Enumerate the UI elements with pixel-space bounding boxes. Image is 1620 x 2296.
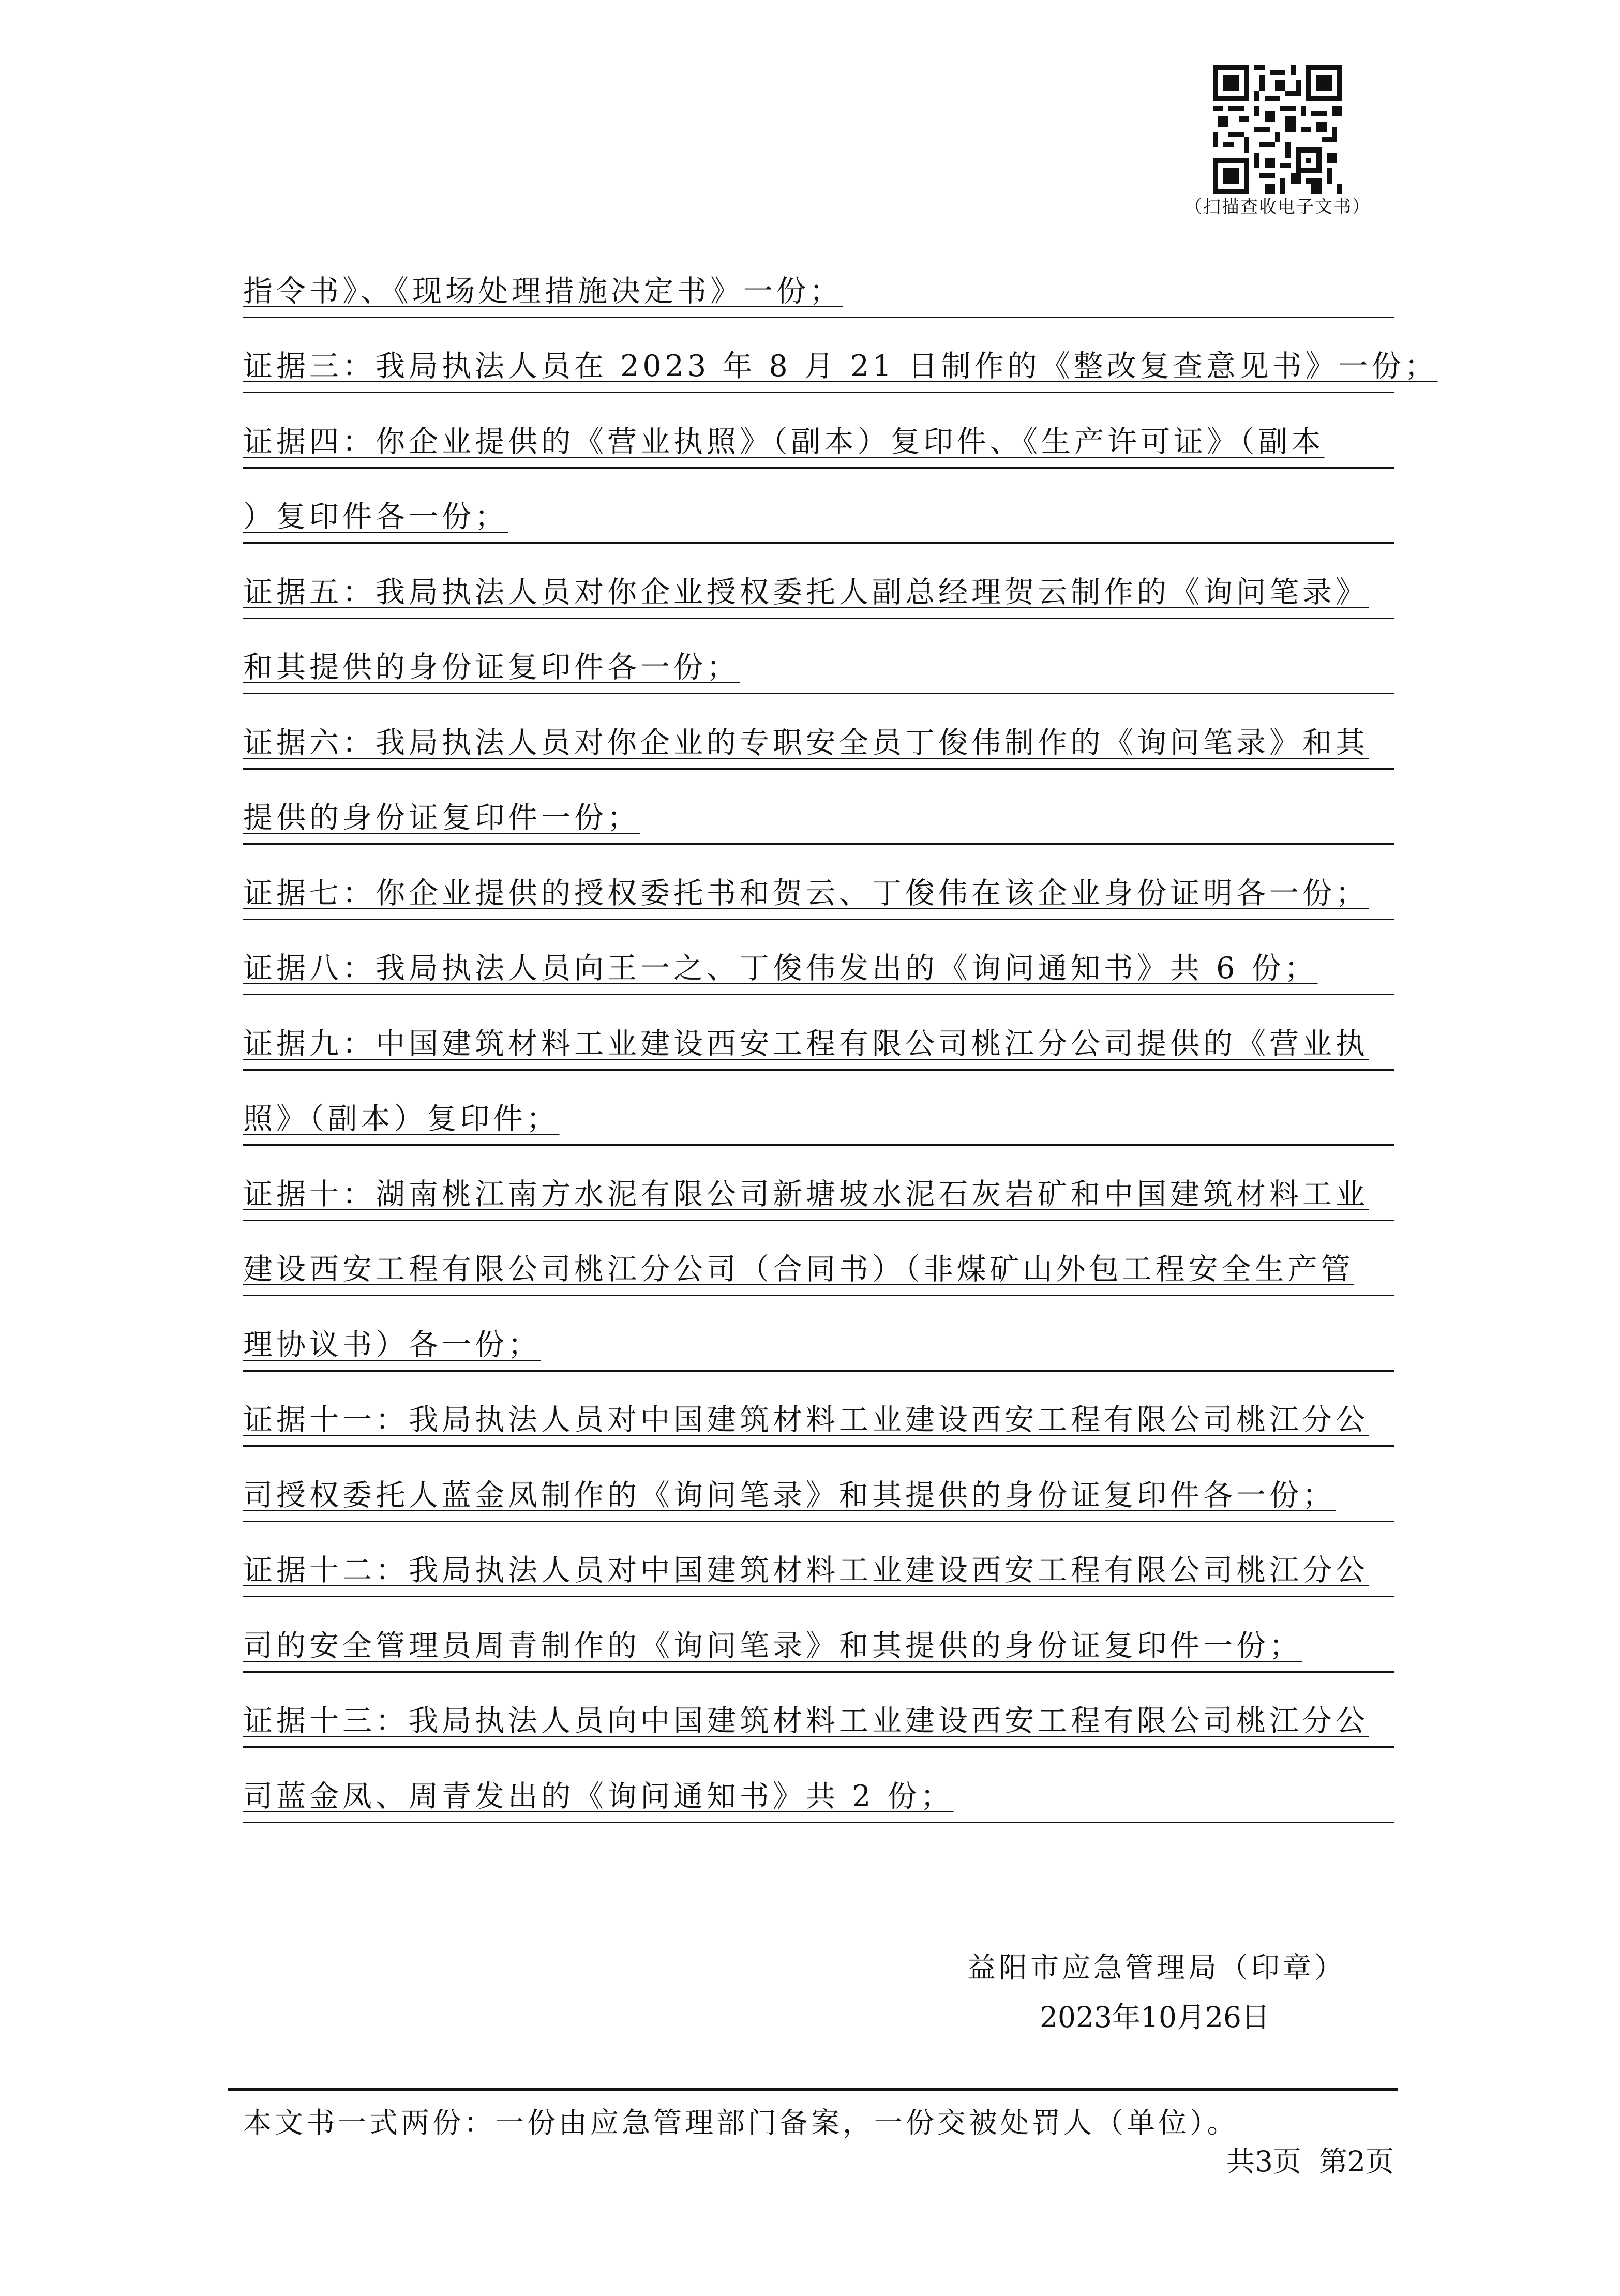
underline-rule <box>243 768 1394 770</box>
text-line <box>243 547 1394 622</box>
underline-rule <box>243 317 1394 318</box>
footer-note: 本文书一式两份：一份由应急管理部门备案，一份交被处罚人（单位）。 <box>243 2106 1239 2139</box>
line-text: 证据三：我局执法人员在 2023 年 8 月 21 日制作的《整改复查意见书》一份； <box>243 349 1438 383</box>
line-text: 证据七：你企业提供的授权委托书和贺云、丁俊伟在该企业身份证明各一份； <box>243 876 1369 910</box>
text-line <box>243 472 1394 547</box>
line-text: 司的安全管理员周青制作的《询问笔录》和其提供的身份证复印件一份； <box>243 1628 1302 1663</box>
line-text: 证据八：我局执法人员向王一之、丁俊伟发出的《询问通知书》共 6 份； <box>243 951 1318 985</box>
line-text: 证据十一：我局执法人员对中国建筑材料工业建设西安工程有限公司桃江分公 <box>243 1403 1369 1437</box>
text-line <box>243 773 1394 848</box>
line-text: 证据九：中国建筑材料工业建设西安工程有限公司桃江分公司提供的《营业执 <box>243 1026 1369 1061</box>
underline-rule <box>243 1671 1394 1673</box>
underline-rule <box>243 618 1394 619</box>
evidence-list <box>243 246 1438 1826</box>
underline-rule <box>243 843 1394 845</box>
qr-caption: （扫描查收电子文书） <box>1184 197 1371 217</box>
total-pages: 共3页 <box>1226 2145 1301 2178</box>
underline-rule <box>243 467 1394 469</box>
text-line <box>243 998 1394 1074</box>
line-text: 证据十三：我局执法人员向中国建筑材料工业建设西安工程有限公司桃江分公 <box>243 1704 1369 1738</box>
underline-rule <box>243 1220 1394 1221</box>
underline-rule <box>243 1295 1394 1296</box>
line-text: 照》（副本）复印件； <box>243 1102 560 1136</box>
page-number <box>1226 2139 1394 2180</box>
text-line <box>243 1600 1394 1676</box>
qr-code-icon <box>1213 65 1342 194</box>
line-text: 证据四：你企业提供的《营业执照》（副本）复印件、《生产许可证》（副本 <box>243 424 1325 459</box>
underline-rule <box>243 1596 1394 1597</box>
text-line <box>243 1525 1394 1601</box>
text-line <box>243 1751 1394 1826</box>
text-line <box>243 1375 1394 1450</box>
text-line <box>243 1074 1394 1149</box>
underline-rule <box>243 1370 1394 1372</box>
underline-rule <box>243 1746 1394 1748</box>
underline-rule <box>243 1521 1394 1522</box>
underline-rule <box>243 392 1394 393</box>
line-text: 提供的身份证复印件一份； <box>243 801 640 835</box>
line-text: 证据六：我局执法人员对你企业的专职安全员丁俊伟制作的《询问笔录》和其 <box>243 725 1369 760</box>
issue-date: 2023年10月26日 <box>1040 2001 1270 2034</box>
underline-rule <box>243 1144 1394 1146</box>
text-line <box>243 1450 1394 1525</box>
underline-rule <box>243 542 1394 544</box>
line-text: 和其提供的身份证复印件各一份； <box>243 650 740 684</box>
text-line <box>243 1149 1394 1224</box>
line-text: 证据十：湖南桃江南方水泥有限公司新塘坡水泥石灰岩矿和中国建筑材料工业 <box>243 1177 1369 1211</box>
underline-rule <box>243 1445 1394 1447</box>
text-line <box>243 923 1394 999</box>
text-line <box>243 1676 1394 1751</box>
line-text: 建设西安工程有限公司桃江分公司（合同书）（非煤矿山外包工程安全生产管 <box>243 1252 1354 1286</box>
text-line <box>243 1299 1394 1375</box>
underline-rule <box>243 1822 1394 1823</box>
underline-rule <box>243 693 1394 694</box>
line-text: 指令书》、《现场处理措施决定书》一份； <box>243 274 843 308</box>
underline-rule <box>243 994 1394 995</box>
underline-rule <box>243 919 1394 920</box>
footer-divider <box>228 2088 1398 2091</box>
line-text: ）复印件各一份； <box>243 500 508 534</box>
text-line <box>243 396 1394 472</box>
text-line <box>243 622 1394 698</box>
issuer-seal-label: 益阳市应急管理局（印章） <box>967 1951 1346 1984</box>
line-text: 司授权委托人蓝金凤制作的《询问笔录》和其提供的身份证复印件各一份； <box>243 1478 1336 1512</box>
underline-rule <box>243 1069 1394 1071</box>
text-line <box>243 321 1438 397</box>
text-line <box>243 697 1394 773</box>
line-text: 司蓝金凤、周青发出的《询问通知书》共 2 份； <box>243 1779 954 1813</box>
line-text: 理协议书）各一份； <box>243 1327 541 1362</box>
text-line <box>243 848 1394 923</box>
line-text: 证据五：我局执法人员对你企业授权委托人副总经理贺云制作的《询问笔录》 <box>243 575 1369 609</box>
current-page: 第2页 <box>1319 2145 1394 2178</box>
line-text: 证据十二：我局执法人员对中国建筑材料工业建设西安工程有限公司桃江分公 <box>243 1553 1369 1587</box>
text-line <box>243 1224 1394 1300</box>
text-line <box>243 246 1394 321</box>
